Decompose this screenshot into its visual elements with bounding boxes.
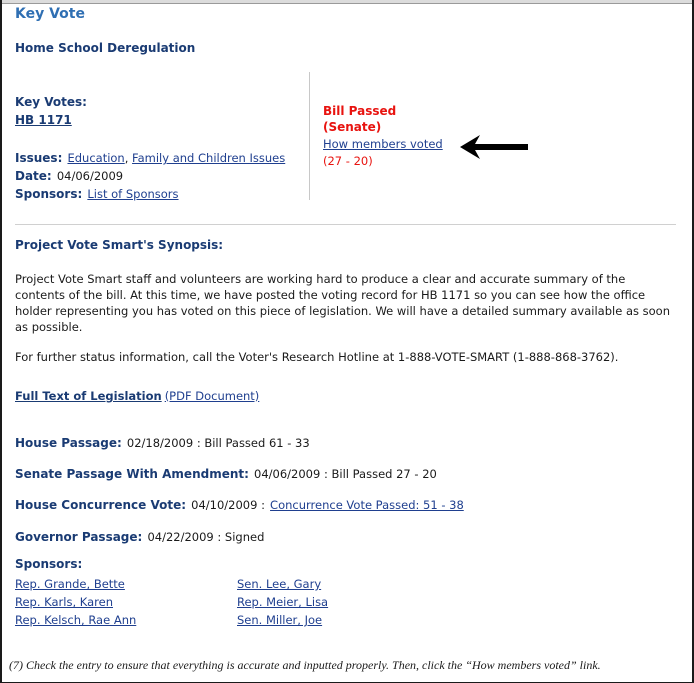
pdf-document-link[interactable]: (PDF Document) [164,389,260,403]
house-concurrence-date: 04/10/2009 : [191,498,265,512]
bill-chamber: (Senate) [323,120,382,134]
house-passage-value: 02/18/2009 : Bill Passed 61 - 33 [126,436,310,450]
governor-passage-label: Governor Passage: [15,530,143,544]
date-value: 04/06/2009 [56,169,124,183]
sponsor-link[interactable]: Sen. Miller, Joe [237,613,323,627]
senate-passage-label: Senate Passage With Amendment: [15,467,249,481]
sponsor-link[interactable]: Rep. Karls, Karen [15,595,113,609]
sponsors-label: Sponsors: [15,187,83,201]
concurrence-vote-link[interactable]: Concurrence Vote Passed: 51 - 38 [270,498,464,512]
issues-label: Issues: [15,151,63,165]
page-title: Key Vote [15,6,85,22]
how-members-voted-link[interactable]: How members voted [323,137,443,151]
status-info-text: For further status information, call the Voter's Research Hotline at 1-888-VOTE-SMART (1-888-868-3762). [15,350,619,364]
vote-count: (27 - 20) [323,154,373,168]
sponsor-link[interactable]: Rep. Meier, Lisa [237,595,329,609]
synopsis-text: Project Vote Smart staff and volunteers are working hard to produce a clear and accurate summary of the contents of the bill. At this time, we have posted the voting record for HB 1171 so you can see how the office holder representing you has voted on this piece of legislation. We will have a detailed summary available as soon as possible. [15,272,670,334]
governor-passage-value: 04/22/2009 : Signed [147,530,265,544]
sponsors-heading: Sponsors: [15,557,83,571]
synopsis-heading: Project Vote Smart's Synopsis: [15,238,224,252]
full-text-link[interactable]: Full Text of Legislation [15,389,162,403]
issue-link-family-children[interactable]: Family and Children Issues [132,151,286,165]
senate-passage-value: 04/06/2009 : Bill Passed 27 - 20 [254,467,437,481]
sponsor-link[interactable]: Rep. Kelsch, Rae Ann [15,613,137,627]
date-label: Date: [15,169,52,183]
key-votes-label: Key Votes: [15,95,87,109]
sponsor-link[interactable]: Rep. Grande, Bette [15,577,125,591]
issue-link-education[interactable]: Education [67,151,125,165]
house-concurrence-label: House Concurrence Vote: [15,498,187,512]
issues-separator: , [124,151,133,165]
house-passage-label: House Passage: [15,436,122,450]
instruction-caption: (7) Check the entry to ensure that everything is accurate and inputted properly. Then, click the “How members voted” link. [9,658,601,672]
bill-status: Bill Passed [323,104,397,118]
bill-title: Home School Deregulation [15,41,196,55]
bill-number-link[interactable]: HB 1171 [15,113,72,127]
list-of-sponsors-link[interactable]: List of Sponsors [87,187,179,201]
sponsor-link[interactable]: Sen. Lee, Gary [237,577,322,591]
